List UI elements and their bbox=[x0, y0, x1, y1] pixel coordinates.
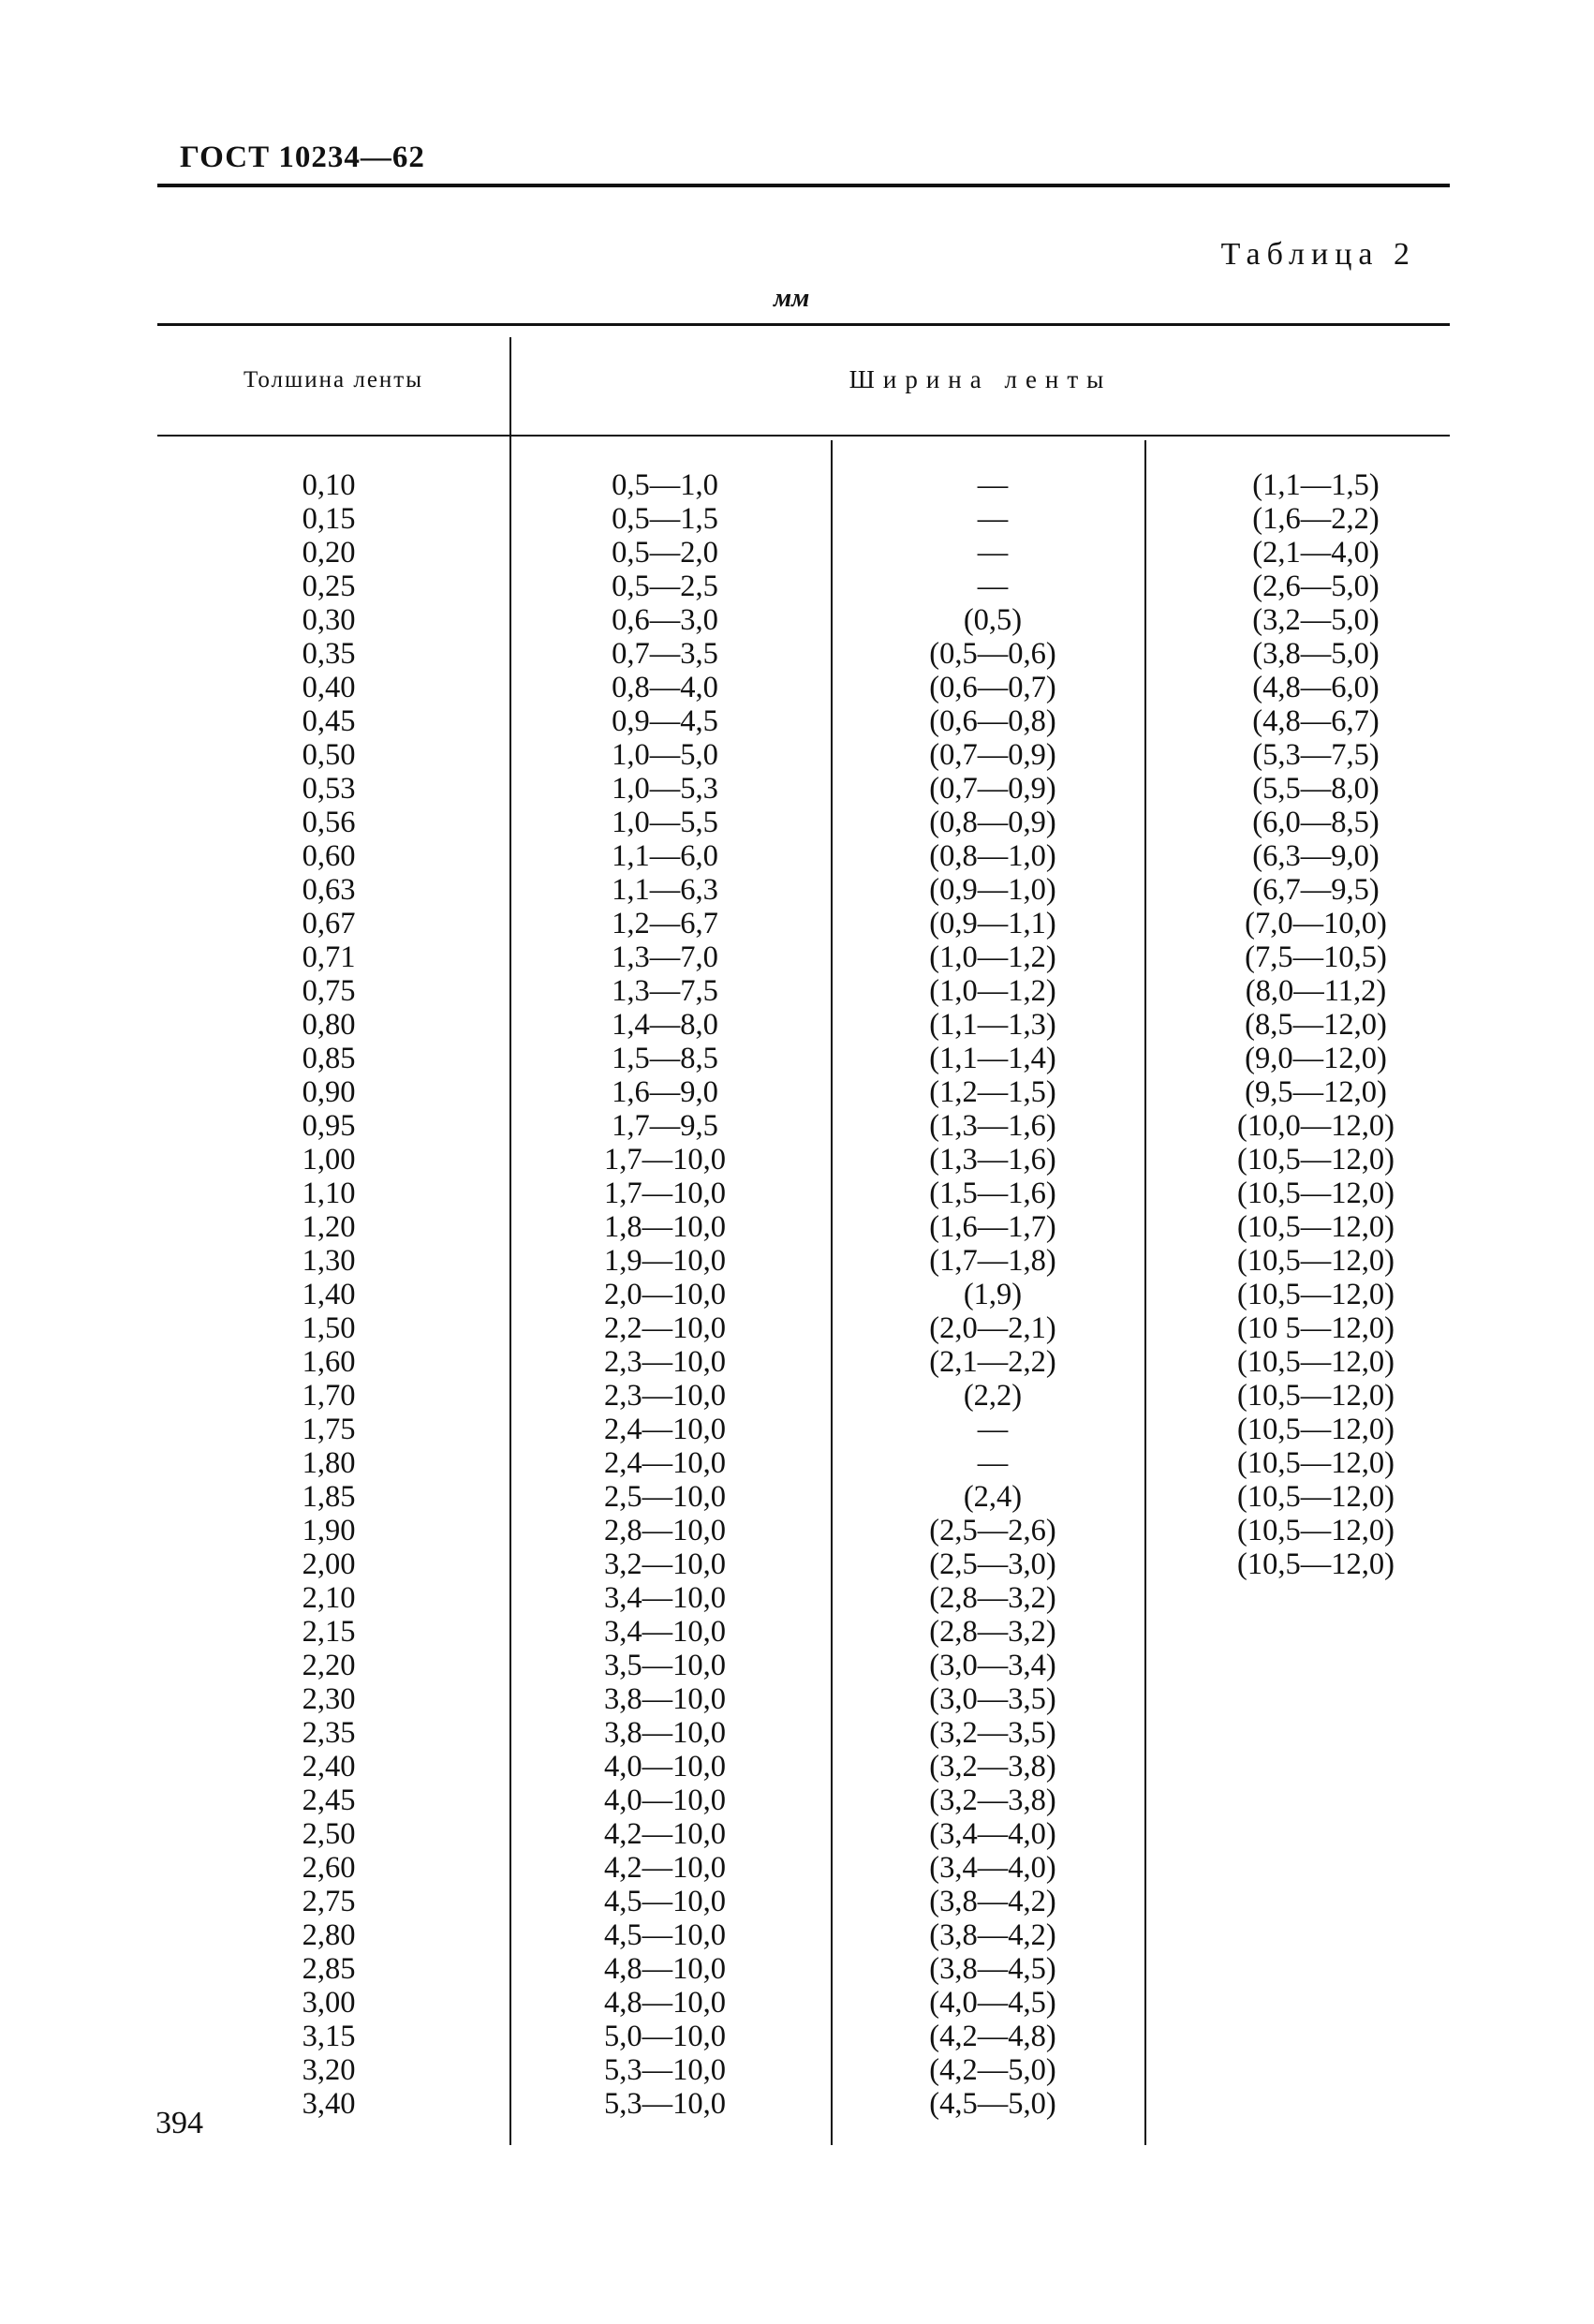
thickness-cell: 0,75 bbox=[302, 974, 356, 1008]
thickness-cell: 2,80 bbox=[302, 1918, 356, 1952]
thickness-cell: 1,80 bbox=[302, 1446, 356, 1480]
width-main-cell: 1,8—10,0 bbox=[604, 1210, 726, 1244]
thickness-cell: 2,00 bbox=[302, 1547, 356, 1581]
width-narrow-cell: (3,4—4,0) bbox=[929, 1851, 1056, 1885]
width-main-cell: 4,2—10,0 bbox=[604, 1817, 726, 1851]
width-narrow-cell: (1,1—1,3) bbox=[929, 1008, 1056, 1042]
width-main-cell: 0,6—3,0 bbox=[612, 603, 718, 637]
width-wide-cell: (3,8—5,0) bbox=[1252, 637, 1380, 671]
thickness-cell: 0,50 bbox=[302, 738, 356, 772]
width-wide-cell: (10,5—12,0) bbox=[1237, 1143, 1395, 1177]
width-main-cell: 3,5—10,0 bbox=[604, 1649, 726, 1682]
thickness-cell: 0,90 bbox=[302, 1075, 356, 1109]
width-main-cell: 0,7—3,5 bbox=[612, 637, 718, 671]
width-narrow-cell: (1,6—1,7) bbox=[929, 1210, 1056, 1244]
width-main-cell: 4,8—10,0 bbox=[604, 1986, 726, 2020]
width-main-cell: 1,7—10,0 bbox=[604, 1143, 726, 1177]
thickness-cell: 3,00 bbox=[302, 1986, 356, 2020]
width-wide-cell: (5,5—8,0) bbox=[1252, 772, 1380, 806]
thickness-cell: 0,67 bbox=[302, 907, 356, 940]
thickness-cell: 0,40 bbox=[302, 671, 356, 704]
width-narrow-column bbox=[876, 468, 1110, 2121]
width-main-cell: 1,3—7,0 bbox=[612, 940, 718, 974]
thickness-cell: 2,85 bbox=[302, 1952, 356, 1986]
width-narrow-cell: (3,4—4,0) bbox=[929, 1817, 1056, 1851]
width-narrow-cell: (3,8—4,5) bbox=[929, 1952, 1056, 1986]
width-main-cell: 2,3—10,0 bbox=[604, 1345, 726, 1379]
width-main-cell: 4,8—10,0 bbox=[604, 1952, 726, 1986]
width-main-cell: 1,0—5,0 bbox=[612, 738, 718, 772]
width-main-cell: 1,5—8,5 bbox=[612, 1042, 718, 1075]
width-main-cell: 2,3—10,0 bbox=[604, 1379, 726, 1413]
thickness-cell: 1,40 bbox=[302, 1278, 356, 1311]
width-wide-cell: (3,2—5,0) bbox=[1252, 603, 1380, 637]
thickness-cell: 1,20 bbox=[302, 1210, 356, 1244]
width-main-cell: 4,5—10,0 bbox=[604, 1885, 726, 1918]
width-narrow-cell: (1,3—1,6) bbox=[929, 1143, 1056, 1177]
width-narrow-cell: (0,7—0,9) bbox=[929, 772, 1056, 806]
thickness-cell: 0,35 bbox=[302, 637, 356, 671]
width-main-cell: 0,5—2,0 bbox=[612, 536, 718, 570]
width-main-cell: 4,2—10,0 bbox=[604, 1851, 726, 1885]
width-main-cell: 2,4—10,0 bbox=[604, 1446, 726, 1480]
table-top-rule bbox=[157, 323, 1450, 326]
width-wide-cell: (10,5—12,0) bbox=[1237, 1278, 1395, 1311]
width-main-cell: 3,8—10,0 bbox=[604, 1682, 726, 1716]
column-divider-2 bbox=[831, 440, 833, 2145]
table-unit: мм bbox=[774, 284, 810, 313]
width-narrow-cell: — bbox=[977, 1446, 1009, 1480]
width-narrow-cell: (3,8—4,2) bbox=[929, 1885, 1056, 1918]
width-main-cell: 4,0—10,0 bbox=[604, 1750, 726, 1784]
width-wide-cell: (10,5—12,0) bbox=[1237, 1244, 1395, 1278]
thickness-cell: 1,50 bbox=[302, 1311, 356, 1345]
width-narrow-cell: (1,1—1,4) bbox=[929, 1042, 1056, 1075]
width-narrow-cell: (1,5—1,6) bbox=[929, 1177, 1056, 1210]
document-title: ГОСТ 10234—62 bbox=[180, 141, 425, 174]
thickness-cell: 2,60 bbox=[302, 1851, 356, 1885]
width-narrow-cell: (4,0—4,5) bbox=[929, 1986, 1056, 2020]
width-wide-cell: (6,3—9,0) bbox=[1252, 839, 1380, 873]
thickness-cell: 0,63 bbox=[302, 873, 356, 907]
width-narrow-cell: (4,5—5,0) bbox=[929, 2087, 1056, 2121]
thickness-cell: 0,60 bbox=[302, 839, 356, 873]
thickness-cell: 3,40 bbox=[302, 2087, 356, 2121]
width-main-cell: 1,0—5,5 bbox=[612, 806, 718, 839]
width-wide-cell: (5,3—7,5) bbox=[1252, 738, 1380, 772]
thickness-cell: 0,53 bbox=[302, 772, 356, 806]
width-main-cell: 1,6—9,0 bbox=[612, 1075, 718, 1109]
width-wide-cell: (4,8—6,0) bbox=[1252, 671, 1380, 704]
thickness-cell: 1,90 bbox=[302, 1514, 356, 1547]
thickness-cell: 0,80 bbox=[302, 1008, 356, 1042]
thickness-cell: 1,00 bbox=[302, 1143, 356, 1177]
width-wide-cell: (10 5—12,0) bbox=[1237, 1311, 1395, 1345]
width-wide-cell: (10,5—12,0) bbox=[1237, 1413, 1395, 1446]
thickness-cell: 0,85 bbox=[302, 1042, 356, 1075]
width-main-cell: 0,8—4,0 bbox=[612, 671, 718, 704]
table-header-rule bbox=[157, 435, 1450, 437]
width-main-cell: 1,7—10,0 bbox=[604, 1177, 726, 1210]
width-narrow-cell: (3,2—3,8) bbox=[929, 1784, 1056, 1817]
thickness-cell: 1,75 bbox=[302, 1413, 356, 1446]
width-wide-cell: (4,8—6,7) bbox=[1252, 704, 1380, 738]
width-column-header: Ширина ленты bbox=[849, 365, 1113, 393]
width-main-cell: 5,3—10,0 bbox=[604, 2053, 726, 2087]
width-main-cell: 3,2—10,0 bbox=[604, 1547, 726, 1581]
width-main-cell: 1,1—6,3 bbox=[612, 873, 718, 907]
width-main-cell: 3,4—10,0 bbox=[604, 1615, 726, 1649]
width-narrow-cell: (4,2—5,0) bbox=[929, 2053, 1056, 2087]
width-narrow-cell: (2,8—3,2) bbox=[929, 1581, 1056, 1615]
thickness-cell: 1,30 bbox=[302, 1244, 356, 1278]
table-label: Таблица 2 bbox=[1220, 237, 1416, 272]
width-wide-cell: (1,1—1,5) bbox=[1252, 468, 1380, 502]
thickness-cell: 1,85 bbox=[302, 1480, 356, 1514]
thickness-cell: 2,40 bbox=[302, 1750, 356, 1784]
thickness-cell: 3,15 bbox=[302, 2020, 356, 2053]
width-wide-cell: (10,5—12,0) bbox=[1237, 1514, 1395, 1547]
width-narrow-cell: (3,2—3,8) bbox=[929, 1750, 1056, 1784]
thickness-cell: 0,56 bbox=[302, 806, 356, 839]
width-main-cell: 1,7—9,5 bbox=[612, 1109, 718, 1143]
width-narrow-cell: — bbox=[977, 502, 1009, 536]
width-main-cell: 1,9—10,0 bbox=[604, 1244, 726, 1278]
width-narrow-cell: (0,9—1,1) bbox=[929, 907, 1056, 940]
thickness-cell: 2,75 bbox=[302, 1885, 356, 1918]
width-main-column bbox=[553, 468, 777, 2121]
thickness-cell: 0,10 bbox=[302, 468, 356, 502]
width-narrow-cell: (2,8—3,2) bbox=[929, 1615, 1056, 1649]
thickness-cell: 1,10 bbox=[302, 1177, 356, 1210]
width-wide-cell: (10,5—12,0) bbox=[1237, 1446, 1395, 1480]
thickness-cell: 0,71 bbox=[302, 940, 356, 974]
width-narrow-cell: (0,8—1,0) bbox=[929, 839, 1056, 873]
width-main-cell: 5,3—10,0 bbox=[604, 2087, 726, 2121]
thickness-cell: 2,50 bbox=[302, 1817, 356, 1851]
width-narrow-cell: (3,2—3,5) bbox=[929, 1716, 1056, 1750]
width-wide-cell: (9,0—12,0) bbox=[1245, 1042, 1387, 1075]
width-narrow-cell: (1,0—1,2) bbox=[929, 940, 1056, 974]
width-wide-cell: (10,5—12,0) bbox=[1237, 1345, 1395, 1379]
width-narrow-cell: (0,7—0,9) bbox=[929, 738, 1056, 772]
width-main-cell: 1,1—6,0 bbox=[612, 839, 718, 873]
width-narrow-cell: (2,1—2,2) bbox=[929, 1345, 1056, 1379]
column-divider-3 bbox=[1144, 440, 1146, 2145]
width-narrow-cell: (2,0—2,1) bbox=[929, 1311, 1056, 1345]
width-narrow-cell: — bbox=[977, 536, 1009, 570]
thickness-cell: 0,25 bbox=[302, 570, 356, 603]
thickness-cell: 0,45 bbox=[302, 704, 356, 738]
width-wide-cell: (10,5—12,0) bbox=[1237, 1379, 1395, 1413]
thickness-cell: 2,45 bbox=[302, 1784, 356, 1817]
width-narrow-cell: (0,5—0,6) bbox=[929, 637, 1056, 671]
width-main-cell: 3,8—10,0 bbox=[604, 1716, 726, 1750]
width-wide-column bbox=[1208, 468, 1424, 1581]
page-number: 394 bbox=[155, 2106, 203, 2140]
width-main-cell: 2,0—10,0 bbox=[604, 1278, 726, 1311]
width-narrow-cell: — bbox=[977, 1413, 1009, 1446]
width-narrow-cell: (3,0—3,5) bbox=[929, 1682, 1056, 1716]
width-main-cell: 1,2—6,7 bbox=[612, 907, 718, 940]
thickness-cell: 0,20 bbox=[302, 536, 356, 570]
width-wide-cell: (1,6—2,2) bbox=[1252, 502, 1380, 536]
thickness-cell: 0,15 bbox=[302, 502, 356, 536]
thickness-cell: 2,10 bbox=[302, 1581, 356, 1615]
width-main-cell: 0,5—1,5 bbox=[612, 502, 718, 536]
thickness-cell: 1,60 bbox=[302, 1345, 356, 1379]
width-main-cell: 1,3—7,5 bbox=[612, 974, 718, 1008]
thickness-cell: 2,30 bbox=[302, 1682, 356, 1716]
width-narrow-cell: (0,8—0,9) bbox=[929, 806, 1056, 839]
width-narrow-cell: (4,2—4,8) bbox=[929, 2020, 1056, 2053]
width-wide-cell: (10,0—12,0) bbox=[1237, 1109, 1395, 1143]
header-rule bbox=[157, 184, 1450, 187]
thickness-cell: 2,35 bbox=[302, 1716, 356, 1750]
width-main-cell: 1,0—5,3 bbox=[612, 772, 718, 806]
width-narrow-cell: (2,5—3,0) bbox=[929, 1547, 1056, 1581]
width-main-cell: 2,4—10,0 bbox=[604, 1413, 726, 1446]
width-narrow-cell: (1,2—1,5) bbox=[929, 1075, 1056, 1109]
width-main-cell: 1,4—8,0 bbox=[612, 1008, 718, 1042]
width-wide-cell: (2,6—5,0) bbox=[1252, 570, 1380, 603]
thickness-cell: 2,20 bbox=[302, 1649, 356, 1682]
width-wide-cell: (7,0—10,0) bbox=[1245, 907, 1387, 940]
width-narrow-cell: (3,0—3,4) bbox=[929, 1649, 1056, 1682]
width-wide-cell: (10,5—12,0) bbox=[1237, 1177, 1395, 1210]
width-narrow-cell: (1,3—1,6) bbox=[929, 1109, 1056, 1143]
width-narrow-cell: (1,7—1,8) bbox=[929, 1244, 1056, 1278]
width-main-cell: 0,5—1,0 bbox=[612, 468, 718, 502]
width-narrow-cell: (0,9—1,0) bbox=[929, 873, 1056, 907]
width-narrow-cell: (1,9) bbox=[963, 1278, 1023, 1311]
width-narrow-cell: (2,4) bbox=[963, 1480, 1023, 1514]
width-main-cell: 2,5—10,0 bbox=[604, 1480, 726, 1514]
width-wide-cell: (8,5—12,0) bbox=[1245, 1008, 1387, 1042]
width-main-cell: 0,9—4,5 bbox=[612, 704, 718, 738]
width-main-cell: 5,0—10,0 bbox=[604, 2020, 726, 2053]
width-narrow-cell: (2,5—2,6) bbox=[929, 1514, 1056, 1547]
width-main-cell: 2,8—10,0 bbox=[604, 1514, 726, 1547]
thickness-cell: 3,20 bbox=[302, 2053, 356, 2087]
column-divider-1 bbox=[509, 337, 511, 2145]
thickness-column-header: Толшина ленты bbox=[243, 367, 424, 392]
thickness-cell: 2,15 bbox=[302, 1615, 356, 1649]
thickness-column bbox=[251, 468, 406, 2121]
width-narrow-cell: (0,6—0,7) bbox=[929, 671, 1056, 704]
width-main-cell: 4,0—10,0 bbox=[604, 1784, 726, 1817]
width-narrow-cell: (3,8—4,2) bbox=[929, 1918, 1056, 1952]
width-narrow-cell: (2,2) bbox=[963, 1379, 1023, 1413]
thickness-cell: 0,95 bbox=[302, 1109, 356, 1143]
width-wide-cell: (10,5—12,0) bbox=[1237, 1480, 1395, 1514]
width-main-cell: 0,5—2,5 bbox=[612, 570, 718, 603]
width-wide-cell: (9,5—12,0) bbox=[1245, 1075, 1387, 1109]
width-wide-cell: (2,1—4,0) bbox=[1252, 536, 1380, 570]
width-narrow-cell: (1,0—1,2) bbox=[929, 974, 1056, 1008]
width-wide-cell: (6,7—9,5) bbox=[1252, 873, 1380, 907]
width-wide-cell: (10,5—12,0) bbox=[1237, 1547, 1395, 1581]
width-wide-cell: (6,0—8,5) bbox=[1252, 806, 1380, 839]
width-wide-cell: (8,0—11,2) bbox=[1245, 974, 1387, 1008]
width-narrow-cell: — bbox=[977, 570, 1009, 603]
width-main-cell: 4,5—10,0 bbox=[604, 1918, 726, 1952]
width-wide-cell: (10,5—12,0) bbox=[1237, 1210, 1395, 1244]
width-narrow-cell: (0,5) bbox=[963, 603, 1023, 637]
width-narrow-cell: (0,6—0,8) bbox=[929, 704, 1056, 738]
width-wide-cell: (7,5—10,5) bbox=[1245, 940, 1387, 974]
thickness-cell: 1,70 bbox=[302, 1379, 356, 1413]
thickness-cell: 0,30 bbox=[302, 603, 356, 637]
width-narrow-cell: — bbox=[977, 468, 1009, 502]
width-main-cell: 2,2—10,0 bbox=[604, 1311, 726, 1345]
width-main-cell: 3,4—10,0 bbox=[604, 1581, 726, 1615]
